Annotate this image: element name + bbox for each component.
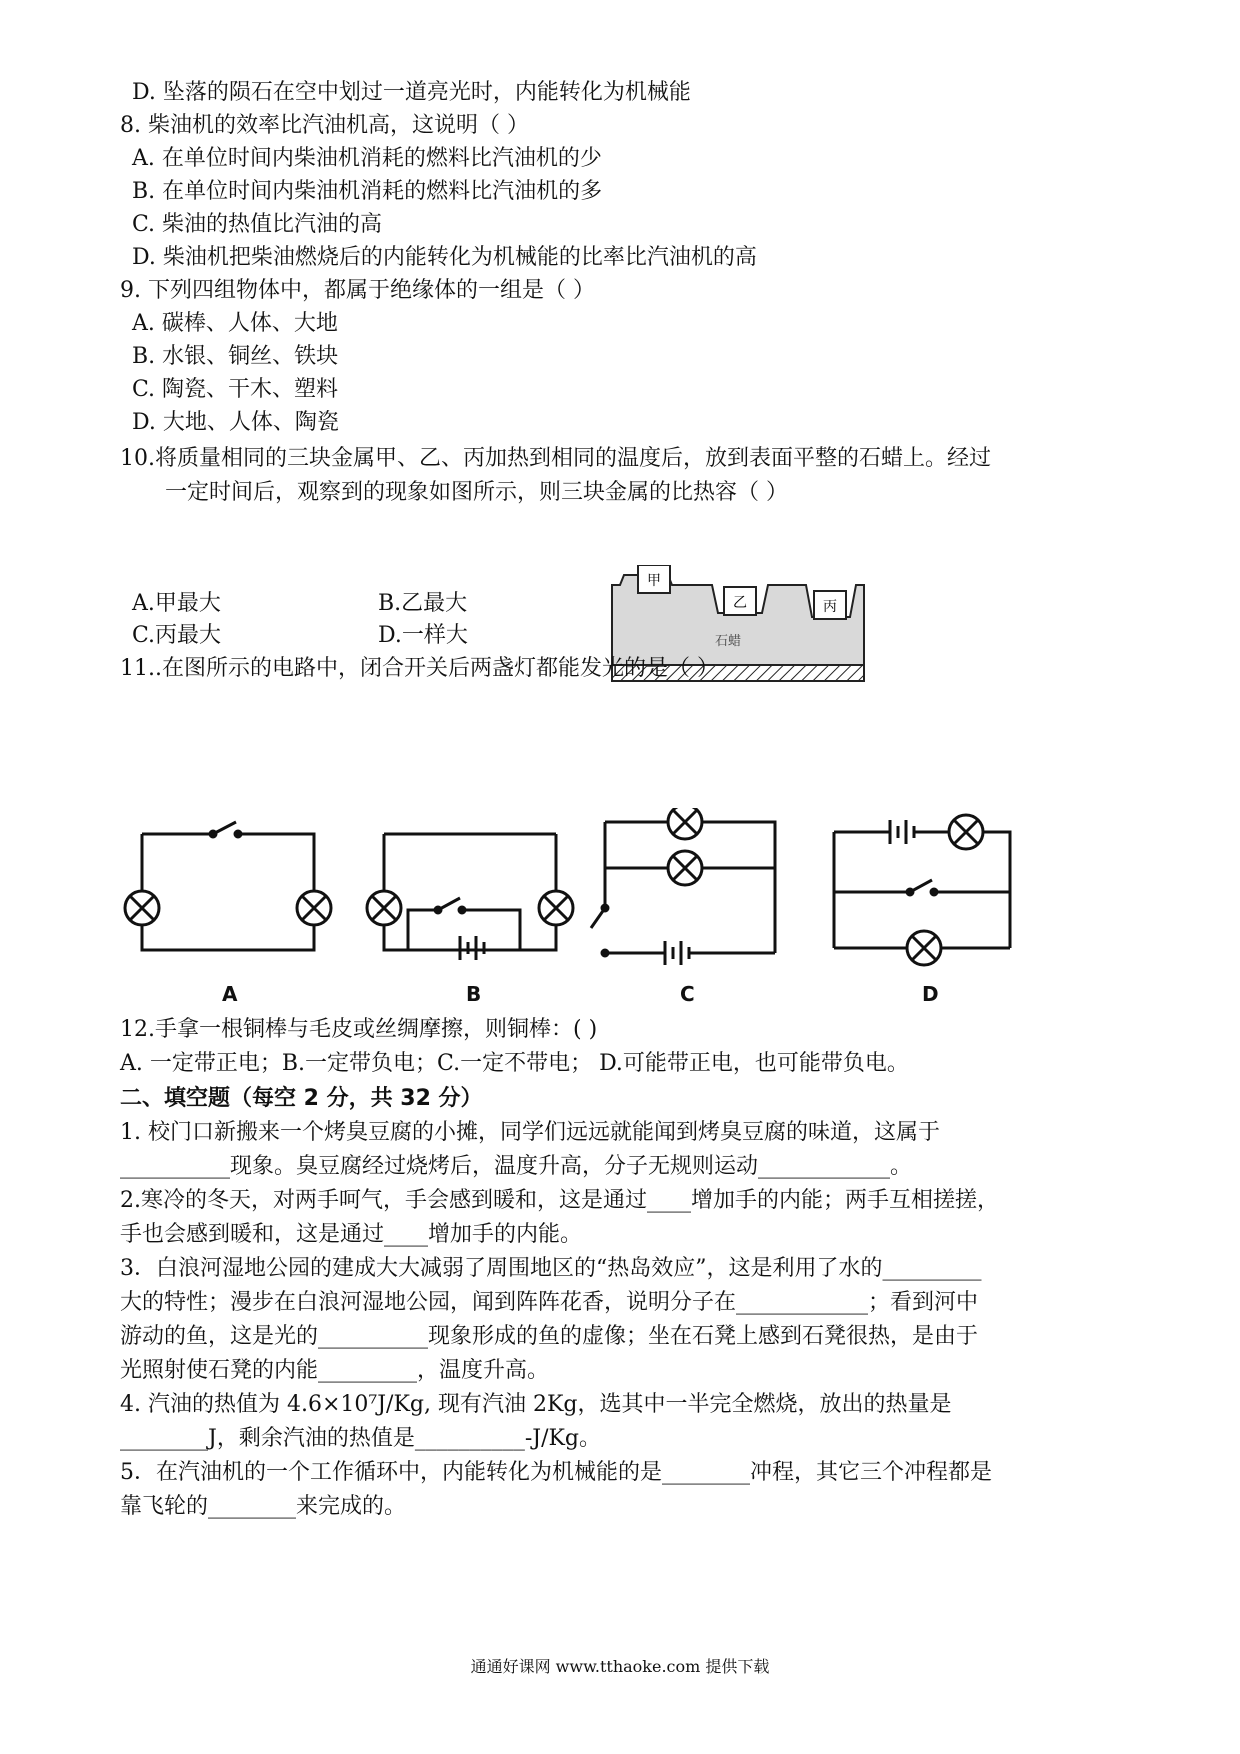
fill-line-6: 大的特性；漫步在白浪河湿地公园，闻到阵阵花香，说明分子在____________；看到河中 [120, 1290, 979, 1315]
page-footer: 通通好课网 www.tthaoke.com 提供下载 [470, 1657, 770, 1676]
circuit-a [118, 810, 338, 960]
q10-stem-line2: 一定时间后，观察到的现象如图所示，则三块金属的比热容（ ） [165, 480, 788, 505]
q8-option-a: A. 在单位时间内柴油机消耗的燃料比汽油机的少 [132, 146, 602, 171]
q10-option-b: B.乙最大 [378, 591, 468, 616]
circuit-b [360, 810, 580, 960]
circuit-c [585, 808, 785, 968]
caption-a: A [222, 982, 238, 1006]
fill-line-3: 2.寒冷的冬天，对两手呵气，手会感到暖和，这是通过____增加手的内能；两手互相搓搓， [120, 1188, 999, 1213]
caption-c: C [680, 982, 695, 1006]
q9-option-b: B. 水银、铜丝、铁块 [132, 344, 339, 369]
fill-line-12: 靠飞轮的________来完成的。 [120, 1494, 407, 1519]
q9-stem: 9. 下列四组物体中，都属于绝缘体的一组是（ ） [120, 278, 595, 303]
fill-line-2: __________现象。臭豆腐经过烧烤后，温度升高，分子无规则运动____________。 [120, 1154, 913, 1179]
caption-b: B [466, 982, 482, 1006]
q8-option-d: D. 柴油机把柴油燃烧后的内能转化为机械能的比率比汽油机的高 [132, 245, 757, 270]
block-bing-label: 丙 [823, 599, 837, 615]
fill-line-10: ________J，剩余汽油的热值是__________-J/Kg。 [120, 1426, 602, 1451]
caption-d: D [922, 982, 939, 1006]
fill-line-4: 手也会感到暖和，这是通过____增加手的内能。 [120, 1222, 583, 1247]
fill-line-11: 5．在汽油机的一个工作循环中，内能转化为机械能的是________冲程，其它三个冲程都是 [120, 1460, 992, 1485]
q12-options: A. 一定带正电；B.一定带负电；C.一定不带电； D.可能带正电，也可能带负电。 [120, 1051, 909, 1076]
circuit-d [820, 808, 1020, 968]
q10-option-c: C.丙最大 [132, 623, 222, 648]
block-jia-label: 甲 [647, 573, 661, 589]
q10-option-d: D.一样大 [378, 623, 468, 648]
block-yi-label: 乙 [733, 595, 747, 611]
q8-stem: 8. 柴油机的效率比汽油机高，这说明（ ） [120, 113, 529, 138]
fill-line-9: 4. 汽油的热值为 4.6×10⁷J/Kg, 现有汽油 2Kg，选其中一半完全燃烧，放出的热量是 [120, 1392, 952, 1417]
q8-option-b: B. 在单位时间内柴油机消耗的燃料比汽油机的多 [132, 179, 603, 204]
q9-option-a: A. 碳棒、人体、大地 [132, 311, 338, 336]
q9-option-d: D. 大地、人体、陶瓷 [132, 410, 339, 435]
q10-stem-line1: 10.将质量相同的三块金属甲、乙、丙加热到相同的温度后，放到表面平整的石蜡上。经过 [120, 446, 991, 471]
q9-option-c: C. 陶瓷、干木、塑料 [132, 377, 339, 402]
q10-option-a: A.甲最大 [132, 591, 221, 616]
fill-line-5: 3．白浪河湿地公园的建成大大减弱了周围地区的“热岛效应”，这是利用了水的_________ [120, 1256, 982, 1281]
q8-option-c: C. 柴油的热值比汽油的高 [132, 212, 383, 237]
fill-line-8: 光照射使石凳的内能_________，温度升高。 [120, 1358, 550, 1383]
q11-stem: 11..在图所示的电路中，闭合开关后两盏灯都能发光的是（ ） [120, 656, 719, 681]
section2-title: 二、填空题（每空 2 分，共 32 分） [120, 1086, 483, 1111]
q7-option-d: D. 坠落的陨石在空中划过一道亮光时，内能转化为机械能 [132, 80, 691, 105]
fill-line-7: 游动的鱼，这是光的__________现象形成的鱼的虚像；坐在石凳上感到石凳很热，是由于 [120, 1324, 979, 1349]
q12-stem: 12.手拿一根铜棒与毛皮或丝绸摩擦，则铜棒：( ) [120, 1017, 598, 1042]
fill-line-1: 1. 校门口新搬来一个烤臭豆腐的小摊，同学们远远就能闻到烤臭豆腐的味道，这属于 [120, 1120, 940, 1145]
wax-label: 石蜡 [714, 634, 742, 649]
